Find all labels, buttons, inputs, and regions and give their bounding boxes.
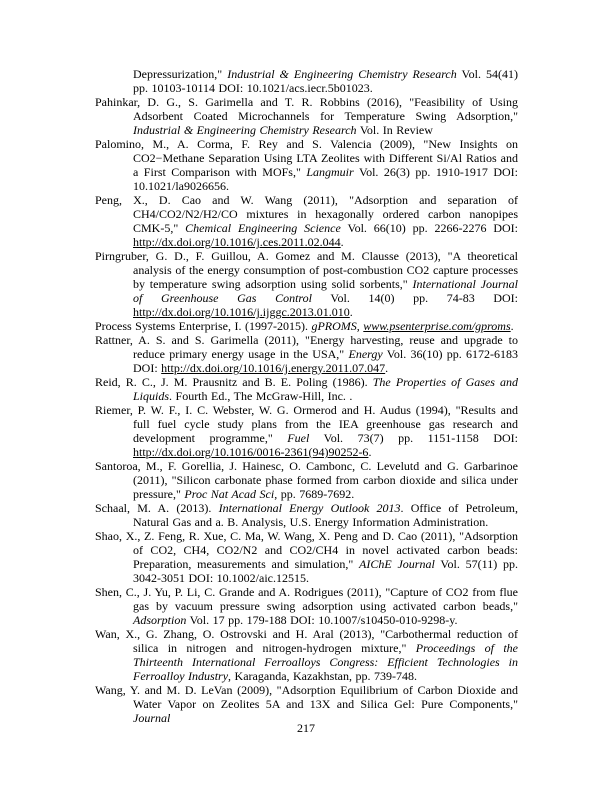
text-segment: . [349, 305, 353, 319]
text-segment: , Karaganda, Kazakhstan, pp. 739-748. [228, 669, 417, 683]
page-number: 217 [297, 721, 315, 735]
text-segment: gPROMS, [311, 319, 364, 333]
reference-entry [95, 683, 518, 725]
text-segment: Vol. 17 pp. 179-188 DOI: 10.1007/s10450-010-9298-y. [186, 613, 458, 627]
reference-entry [95, 319, 518, 333]
reference-entry [95, 249, 518, 319]
text-segment: Chemical Engineering Science [185, 221, 341, 235]
text-segment: Langmuir [306, 165, 354, 179]
reference-entry [95, 501, 518, 529]
text-segment: Palomino, M., A. Corma, F. Rey and S. Valencia (2009), "New Insights on CO2−Methane Separation Using LTA Zeolites with Different Si/Al Ratios and a First Comparison with MOFs," [95, 137, 518, 179]
text-segment: Peng, X., D. Cao and W. Wang (2011), "Adsorption and separation of CH4/CO2/N2/H2/CO mixtures in hexagonally ordered carbon nanopipes CMK-5," [95, 193, 518, 235]
text-segment: . [340, 235, 344, 249]
text-segment: International Journal of Greenhouse Gas Control [133, 277, 518, 305]
text-segment: Shao, X., Z. Feng, R. Xue, C. Ma, W. Wang, X. Peng and D. Cao (2011), "Adsorption of CO2, CH4, CO2/N2 and CO2/CH4 in novel activated carbon beads: Preparation, measurements and simulation," [95, 529, 518, 571]
reference-entry [95, 403, 518, 459]
text-segment: Fuel [287, 431, 310, 445]
reference-entry [95, 137, 518, 193]
text-segment: Rattner, A. S. and S. Garimella (2011), "Energy harvesting, reuse and upgrade to reduce primary energy usage in the USA," [95, 333, 518, 361]
text-segment: Vol. 36(10) pp. 6172-6183 DOI: [133, 347, 518, 375]
text-segment: Schaal, M. A. (2013). [95, 501, 219, 515]
references-list [95, 67, 518, 725]
text-segment: . [510, 319, 514, 333]
hyperlink[interactable]: http://dx.doi.org/10.1016/j.energy.2011.07.047 [161, 361, 386, 375]
text-segment: Vol. 14(0) pp. 74-83 DOI: [311, 291, 518, 305]
text-segment: . [385, 361, 389, 375]
text-segment: Proc Nat Acad Sci [184, 487, 275, 501]
reference-entry [95, 627, 518, 683]
text-segment: Pirngruber, G. D., F. Guillou, A. Gomez and M. Clausse (2013), "A theoretical analysis of the energy consumption of post-combustion CO2 capture processes by temperature swing adsorption using solid sorbents," [95, 249, 518, 291]
text-segment: Wang, Y. and M. D. LeVan (2009), "Adsorption Equilibrium of Carbon Dioxide and Water Vapor on Zeolites 5A and 13X and Silica Gel: Pure Components," [95, 683, 518, 711]
hyperlink[interactable]: www.psenterprise.com/gproms [363, 319, 511, 333]
text-segment: International Energy Outlook 2013 [218, 501, 401, 515]
text-segment: Adsorption [133, 613, 187, 627]
reference-entry [95, 193, 518, 249]
text-segment: Santoroa, M., F. Gorellia, J. Hainesc, O. Cambonc, C. Levelutd and G. Garbarinoe (2011), "Silicon carbonate phase formed from carbon dioxide and silica under pressure," [95, 459, 518, 501]
text-segment: Wan, X., G. Zhang, O. Ostrovski and H. Aral (2013), "Carbothermal reduction of silica in nitrogen and nitrogen-hydrogen mixture," [95, 627, 518, 655]
text-segment: Vol. 26(3) pp. 1910-1917 DOI: 10.1021/la9026656. [133, 165, 518, 193]
reference-entry [95, 67, 518, 95]
hyperlink[interactable]: http://dx.doi.org/10.1016/0016-2361(94)90252-6 [133, 445, 369, 459]
text-segment: Energy [348, 347, 383, 361]
text-segment: Pahinkar, D. G., S. Garimella and T. R. Robbins (2016), "Feasibility of Using Adsorbent Coated Microchannels for Temperature Swing Adsorption," [95, 95, 518, 123]
text-segment: Reid, R. C., J. M. Prausnitz and B. E. Poling (1986). [95, 375, 373, 389]
text-segment: , pp. 7689-7692. [274, 487, 355, 501]
text-segment: Journal [133, 711, 171, 725]
page-footer [0, 721, 612, 735]
text-segment: Process Systems Enterprise, I. (1997-2015). [95, 319, 312, 333]
text-segment: . [368, 445, 372, 459]
text-segment: Industrial & Engineering Chemistry Research [133, 123, 357, 137]
text-segment: . Fourth Ed., The McGraw-Hill, Inc. . [169, 389, 353, 403]
text-segment: Vol. In Review [356, 123, 433, 137]
reference-entry [95, 95, 518, 137]
text-segment: Depressurization," [133, 67, 228, 81]
text-segment: AIChE Journal [359, 557, 435, 571]
reference-entry [95, 459, 518, 501]
reference-entry [95, 333, 518, 375]
reference-entry [95, 375, 518, 403]
text-segment: Vol. 54(41) pp. 10103-10114 DOI: 10.1021/acs.iecr.5b01023. [133, 67, 519, 95]
text-segment: Riemer, P. W. F., I. C. Webster, W. G. Ormerod and H. Audus (1994), "Results and full fuel cycle study plans from the IEA greenhouse gas research and development programme," [95, 403, 518, 445]
text-segment: Vol. 57(11) pp. 3042-3051 DOI: 10.1002/aic.12515. [133, 557, 518, 585]
reference-entry [95, 529, 518, 585]
text-segment: Shen, C., J. Yu, P. Li, C. Grande and A. Rodrigues (2011), "Capture of CO2 from flue gas by vacuum pressure swing adsorption using activated carbon beads," [95, 585, 518, 613]
text-segment: Vol. 66(10) pp. 2266-2276 DOI: [340, 221, 519, 235]
text-segment: Industrial & Engineering Chemistry Research [227, 67, 457, 81]
text-segment: Proceedings of the Thirteenth International Ferroalloys Congress: Efficient Technologies in Ferroalloy Industry [133, 641, 519, 683]
text-segment: The Properties of Gases and Liquids [133, 375, 518, 403]
text-segment: Vol. 73(7) pp. 1151-1158 DOI: [309, 431, 518, 445]
hyperlink[interactable]: http://dx.doi.org/10.1016/j.ijggc.2013.01.010 [133, 305, 350, 319]
hyperlink[interactable]: http://dx.doi.org/10.1016/j.ces.2011.02.044 [133, 235, 341, 249]
text-segment: . Office of Petroleum, Natural Gas and a. B. Analysis, U.S. Energy Information Administration. [133, 501, 518, 529]
reference-entry [95, 585, 518, 627]
